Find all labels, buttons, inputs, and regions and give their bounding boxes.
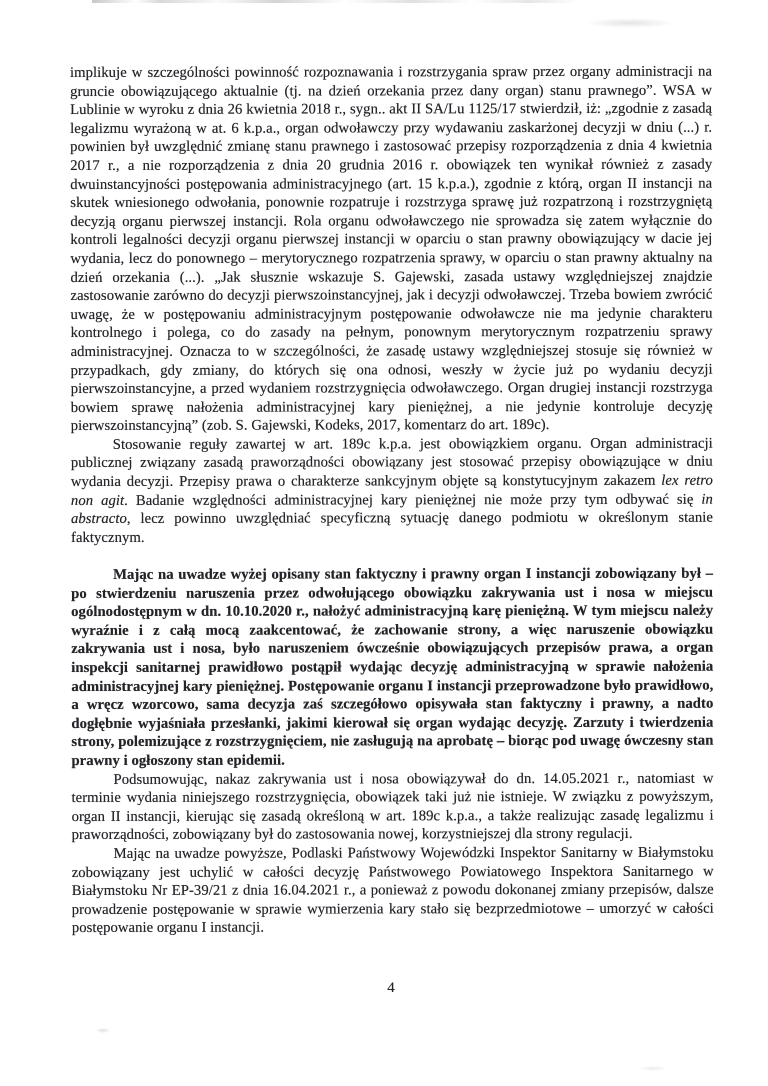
latin-phrase-italic: in abstracto	[70, 491, 713, 528]
paragraph-conclusion	[72, 844, 714, 938]
page-number: 4	[387, 980, 395, 996]
scan-artifact-top-edge	[92, 0, 578, 3]
text-run: , lecz powinno uwzględniać specyficzną sytuację danego podmiotu w określonym stanie faktycznym.	[70, 509, 713, 546]
scan-smudge	[640, 1066, 666, 1071]
scan-smudge	[96, 1028, 110, 1033]
latin-phrase-italic: lex retro non agit	[70, 472, 713, 509]
text-run: Stosowanie reguły zawartej w art. 189c k.p.a. jest obowiązkiem organu. Organ administracji publicznej związany zasadą praworządności obowiązany jest stosować przepisy obowiązujące w dniu wydania decyzji. Przepisy prawa o charakterze sankcyjnym objęte są konstytucyjnym zakazem	[70, 435, 713, 491]
text-run: . Badanie względności administracyjnej kary pieniężnej nie może przy tym odbywać się	[124, 491, 702, 509]
text-run: Podsumowując, nakaz zakrywania ust i nosa obowiązywał do dn. 14.05.2021 r., natomiast w terminie wydania niniejszego rozstrzygnięcia, obowiązek taki już nie istnieje. W związku z powyższym, organ II instancji, kierując się zasadą określoną w art. 189c k.p.a., a także realizując zasadę legalizmu i praworządności, zobowiązany był do zastosowania nowej, korzystniejszej dla strony regulacji.	[71, 770, 714, 844]
text-run: implikuje w szczególności powinność rozpoznawania i rozstrzygania spraw przez organy administracji na gruncie obowiązującego aktualnie (tj. na dzień orzekania przez dany organ) stanu prawnego”. WSA w Lublinie w wyroku z dnia 26 kwietnia 2018 r., sygn.. akt II SA/Lu 1125/17 stwierdził, iż: „zgodnie z zasadą legalizmu wyrażoną w at. 6 k.p.a., organ odwoławczy przy wydawaniu zaskarżonej decyzji w dniu (...) r. powinien był uwzględnić zmianę stanu prawnego i zastosować przepisy rozporządzenia z dnia 4 kwietnia 2017 r., a nie rozporządzenia z dnia 20 grudnia 2016 r. obowiązek ten wynikał również z zasady dwuinstancyjności postępowania administracyjnego (art. 15 k.p.a.), zgodnie z którą, organ II instancji na skutek wniesionego odwołania, ponownie rozpatruje i rozstrzyga sprawę już rozpatrzoną i rozstrzygniętą decyzją organu pierwszej instancji. Rola organu odwoławczego nie sprowadza się zatem wyłącznie do kontroli legalności decyzji organu pierwszej instancji w oparciu o stan prawny obowiązujący w dacie jej wydania, lecz do ponownego – merytorycznego rozpatrzenia sprawy, w oparciu o stan prawny aktualny na dzień orzekania (...). „Jak słusznie wskazuje S. Gajewski, zasada ustawy względniejszej znajdzie zastosowanie zarówno do decyzji pierwszoinstancyjnej, jak i decyzji odwoławczej. Trzeba bowiem zwrócić uwagę, że w postępowaniu administracyjnym postępowanie odwoławcze nie ma jedynie charakteru kontrolnego i polega, co do zasady na pełnym, ponownym merytorycznym rozpatrzeniu sprawy administracyjnej. Oznacza to w szczególności, że zasadę ustawy względniejszej stosuje się również w przypadkach, gdy zmiany, do których się ona odnosi, weszły w życie już po wydaniu decyzji pierwszoinstancyjne, a przed wydaniem rozstrzygnięcia odwoławczego. Organ drugiej instancji rozstrzyga bowiem sprawę nałożenia administracyjnej kary pieniężnej, a nie jedynie kontroluje decyzję pierwszoinstancyjną” (zob. S. Gajewski, Kodeks, 2017, komentarz do art. 189c).	[70, 63, 713, 435]
paragraph-art189c-rule	[71, 435, 713, 548]
paragraph-decision-assessment-bold	[71, 565, 713, 771]
text-run: Mając na uwadze powyższe, Podlaski Państwowy Wojewódzki Inspektor Sanitarny w Białymstoku zobowiązany jest uchylić w całości decyzję Państwowego Powiatowego Inspektora Sanitarnego w Białymstoku Nr EP-39/21 z dnia 16.04.2021 r., a ponieważ z powodu dokonanej zmiany przepisów, dalsze prowadzenie postępowanie w sprawie wymierzenia kary stało się bezprzedmiotowe – umorzyć w całości postępowanie organu I instancji.	[71, 844, 714, 937]
scan-smudge	[585, 18, 675, 28]
text-run: Mając na uwadze wyżej opisany stan faktyczny i prawny organ I instancji zobowiązany był – po stwierdzeniu naruszenia przez odwołującego obowiązku zakrywania ust i nosa w miejscu ogólnodostępnym w dn. 10.10.2020 r., nałożyć administracyjną karę pieniężną. W tym miejscu należy wyraźnie i z całą mocą zaakcentować, że zachowanie strony, a więc naruszenie obowiązku zakrywania ust i nosa, było naruszeniem ówcześnie obowiązujących przepisów prawa, a organ inspekcji sanitarnej prawidłowo postąpił wydając decyzję administracyjną w sprawie nałożenia administracyjnej kary pieniężnej. Postępowanie organu I instancji przeprowadzone było prawidłowo, a wręcz wzorcowo, sama decyzja zaś szczegółowo opisywała stan faktyczny i prawny, a nadto dogłębnie wyjaśniała przesłanki, jakimi kierował się organ wydając decyzję. Zarzuty i twierdzenia strony, polemizujące z rozstrzygnięciem, nie zasługują na aprobatę – biorąc pod uwagę ówczesny stan prawny i ogłoszony stan epidemii.	[71, 565, 714, 769]
document-body	[70, 63, 714, 938]
paragraph-summary	[71, 769, 713, 845]
paragraph-legal-continuation	[70, 63, 713, 436]
